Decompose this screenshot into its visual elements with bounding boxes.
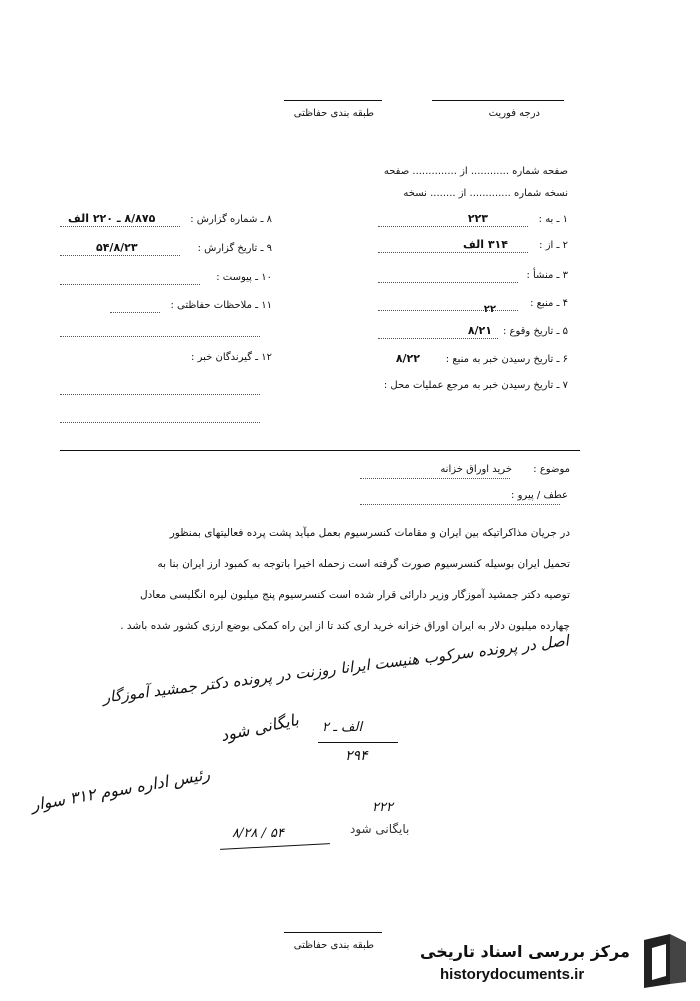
field-value: ۲۲۳ [467, 212, 488, 225]
field-label: ۵ ـ تاریخ وقوع : [502, 326, 568, 337]
field-label: ۷ ـ تاریخ رسیدن خبر به مرجع عملیات محل : [383, 380, 568, 391]
right-field-4 [348, 298, 568, 314]
field-value: ۲۲ [483, 304, 496, 315]
field-value: ۸/۸۷۵ ـ ۲۲۰ الف [68, 212, 156, 225]
right-field-7 [348, 380, 568, 396]
field-value: ۳۱۴ الف [463, 238, 508, 251]
right-field-1 [348, 214, 568, 230]
body-line-4: چهارده میلیون دلار به ایران اوراق خزانه خرید اری کند تا از این راه کمکی بوضع ارزی کشور شده باشد . [120, 620, 570, 632]
subject-value: خرید اوراق خزانه [440, 464, 512, 475]
copy-number: نسخه شماره ............. از ........ نسخه [403, 188, 568, 199]
watermark-title: مرکز بررسی اسناد تاریخی [420, 942, 630, 961]
left-field-11 [60, 300, 272, 316]
left-field-10 [60, 272, 272, 288]
watermark-logo-icon [640, 932, 690, 990]
subject-label: موضوع : [533, 464, 570, 475]
field-value: ۵۴/۸/۲۳ [96, 241, 138, 254]
handwritten-date: ۸/۲۸ / ۵۴ [232, 826, 284, 841]
stamp-underline [318, 742, 398, 743]
field-label: ۳ ـ منشأ : [526, 270, 568, 281]
classification-label: طبقه بندی حفاظتی [293, 108, 374, 119]
footer-classification-line [284, 932, 382, 933]
recipients-line-1 [60, 394, 260, 395]
archive-note: بایگانی شود [350, 822, 410, 836]
right-field-5 [348, 326, 568, 342]
field-label: ۱۰ ـ پیوست : [216, 272, 272, 283]
date-underline [220, 843, 330, 850]
field-label: ۱۲ ـ گیرندگان خبر : [191, 352, 272, 363]
field-label: ۱۱ ـ ملاحظات حفاظتی : [170, 300, 272, 311]
right-field-2 [348, 240, 568, 256]
field-label: ۲ ـ از : [539, 240, 568, 251]
left-field-8 [60, 214, 272, 230]
vertical-handwritten-note: رئیس اداره سوم ۳۱۲ سوار [29, 764, 212, 815]
field-label: ۸ ـ شماره گزارش : [190, 214, 272, 225]
field-label: ۱ ـ به : [538, 214, 568, 225]
page-number: صفحه شماره ............ از .............. صفحه [383, 166, 568, 177]
handwritten-note-2: بایگانی شود [218, 709, 301, 746]
handwritten-initial-1: الف ـ ۲ [322, 720, 363, 735]
number-222: ۲۲۲ [372, 800, 393, 815]
field-label: ۴ ـ منبع : [530, 298, 568, 309]
body-line-2: تحمیل ایران بوسیله کنسرسیوم صورت گرفته است زحمله اخیرا باتوجه به کمبود ارز ایران بنا به [157, 558, 570, 570]
field-value: ۸/۲۲ [395, 352, 420, 365]
field-label: ۹ ـ تاریخ گزارش : [197, 243, 272, 254]
body-line-1: در جریان مذاکراتیکه بین ایران و مقامات کنسرسیوم بعمل میآید پشت پرده فعالیتهای بمنظور [169, 527, 570, 539]
reference-label: عطف / پیرو : [511, 490, 568, 501]
stamp-number: ۲۹۴ [345, 748, 368, 764]
urgency-label: درجه فوریت [488, 108, 540, 119]
footer-classification-label: طبقه بندی حفاظتی [293, 940, 374, 951]
left-field-11-extra-line [60, 336, 260, 337]
left-field-9 [60, 243, 272, 259]
classification-line [284, 100, 382, 101]
right-field-3 [348, 270, 568, 286]
section-divider [60, 450, 580, 451]
field-label: ۶ ـ تاریخ رسیدن خبر به منبع : [445, 354, 568, 365]
body-line-3: توصیه دکتر جمشید آموزگار وزیر دارائی قرار شده است کنسرسیوم پنج میلیون لیره انگلیسی معادل [139, 589, 570, 601]
field-value: ۸/۲۱ [467, 324, 492, 337]
left-field-12 [60, 352, 272, 368]
right-field-6 [348, 354, 568, 370]
recipients-line-2 [60, 422, 260, 423]
urgency-line [432, 100, 564, 101]
handwritten-note-1: اصل در پرونده سرکوب هنیست ایرانا روزنت در پرونده دکتر جمشید آموزگار [101, 631, 570, 707]
watermark-url: historydocuments.ir [440, 966, 585, 983]
